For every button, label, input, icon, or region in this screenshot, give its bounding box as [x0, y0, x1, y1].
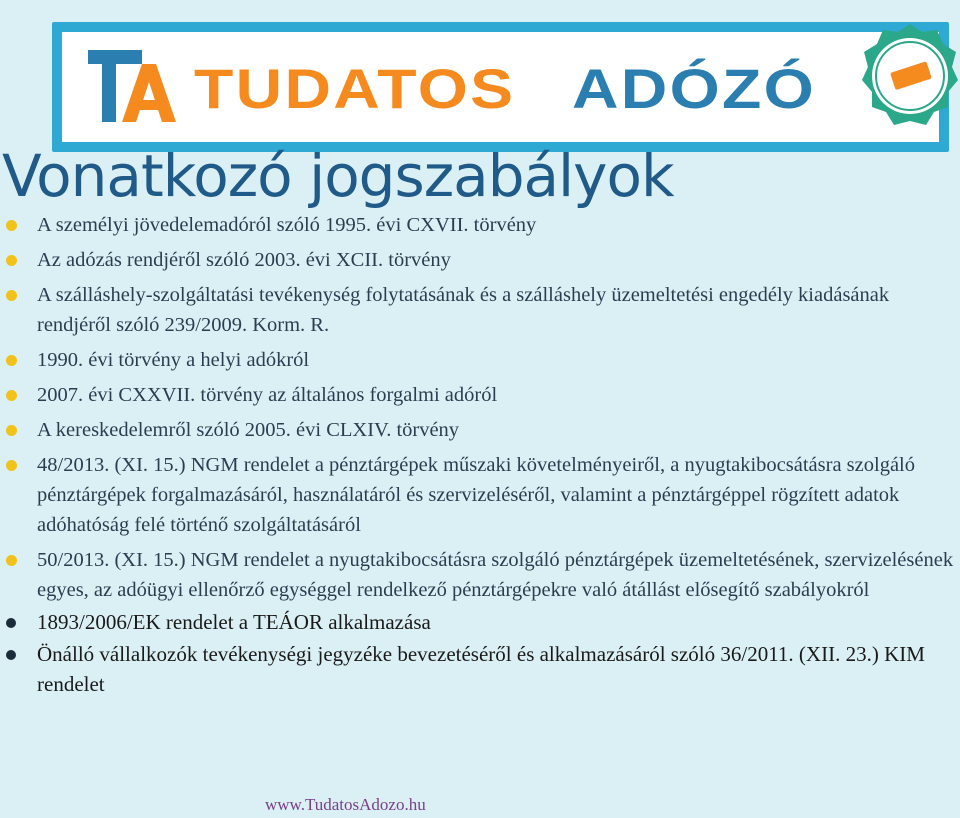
bullet-icon — [6, 255, 17, 266]
header-banner-inner — [62, 32, 939, 142]
list-item: 50/2013. (XI. 15.) NGM rendelet a nyugtakibocsátásra szolgáló pénztárgépek üzemeltetésének, szervizelésének egyes, az adóügyi ellenőrző egységgel rendelkező pénztárgépekre való átállást elősegítő szabályokról — [0, 545, 960, 605]
list-item: Az adózás rendjéről szóló 2003. évi XCII. törvény — [0, 245, 960, 275]
bullet-icon — [6, 355, 17, 366]
bullet-icon — [6, 425, 17, 436]
logo-word-adozo: ADÓZÓ — [572, 57, 817, 120]
footer-website-link[interactable]: www.TudatosAdozo.hu — [265, 795, 426, 814]
list-item: 48/2013. (XI. 15.) NGM rendelet a pénztárgépek műszaki követelményeiről, a nyugtakibocsátásra szolgáló pénztárgépek forgalmazásáról, használatáról és szervizeléséről, valamint a pénztárgéppel rögzített adatok adóhatóság felé történő szolgáltatásáról — [0, 450, 960, 540]
bullet-icon — [6, 390, 17, 401]
ta-logo-icon — [84, 42, 184, 132]
bullet-icon — [6, 460, 17, 471]
list-item: A szálláshely-szolgáltatási tevékenység folytatásának és a szálláshely üzemeltetési engedély kiadásának rendjéről szóló 239/2009. Korm. R. — [0, 280, 960, 340]
list-item: 2007. évi CXXVII. törvény az általános forgalmi adóról — [0, 380, 960, 410]
maganszemelyeknek-seal-icon — [860, 22, 960, 132]
bullet-icon — [6, 220, 17, 231]
page-title: Vonatkozó jogszabályok — [2, 142, 674, 210]
law-list — [0, 210, 960, 699]
list-item: A személyi jövedelemadóról szóló 1995. évi CXVII. törvény — [0, 210, 960, 240]
bullet-icon — [6, 290, 17, 301]
list-item: 1893/2006/EK rendelet a TEÁOR alkalmazása — [0, 607, 960, 637]
bullet-icon — [6, 618, 16, 628]
logo-word-tudatos: TUDATOS — [194, 57, 516, 120]
list-item: 1990. évi törvény a helyi adókról — [0, 345, 960, 375]
list-item: A kereskedelemről szóló 2005. évi CLXIV. törvény — [0, 415, 960, 445]
bullet-icon — [6, 650, 16, 660]
list-item: Önálló vállalkozók tevékenységi jegyzéke bevezetéséről és alkalmazásáról szóló 36/2011. (XII. 23.) KIM rendelet — [0, 639, 960, 699]
header-banner — [52, 22, 949, 152]
bullet-icon — [6, 555, 17, 566]
